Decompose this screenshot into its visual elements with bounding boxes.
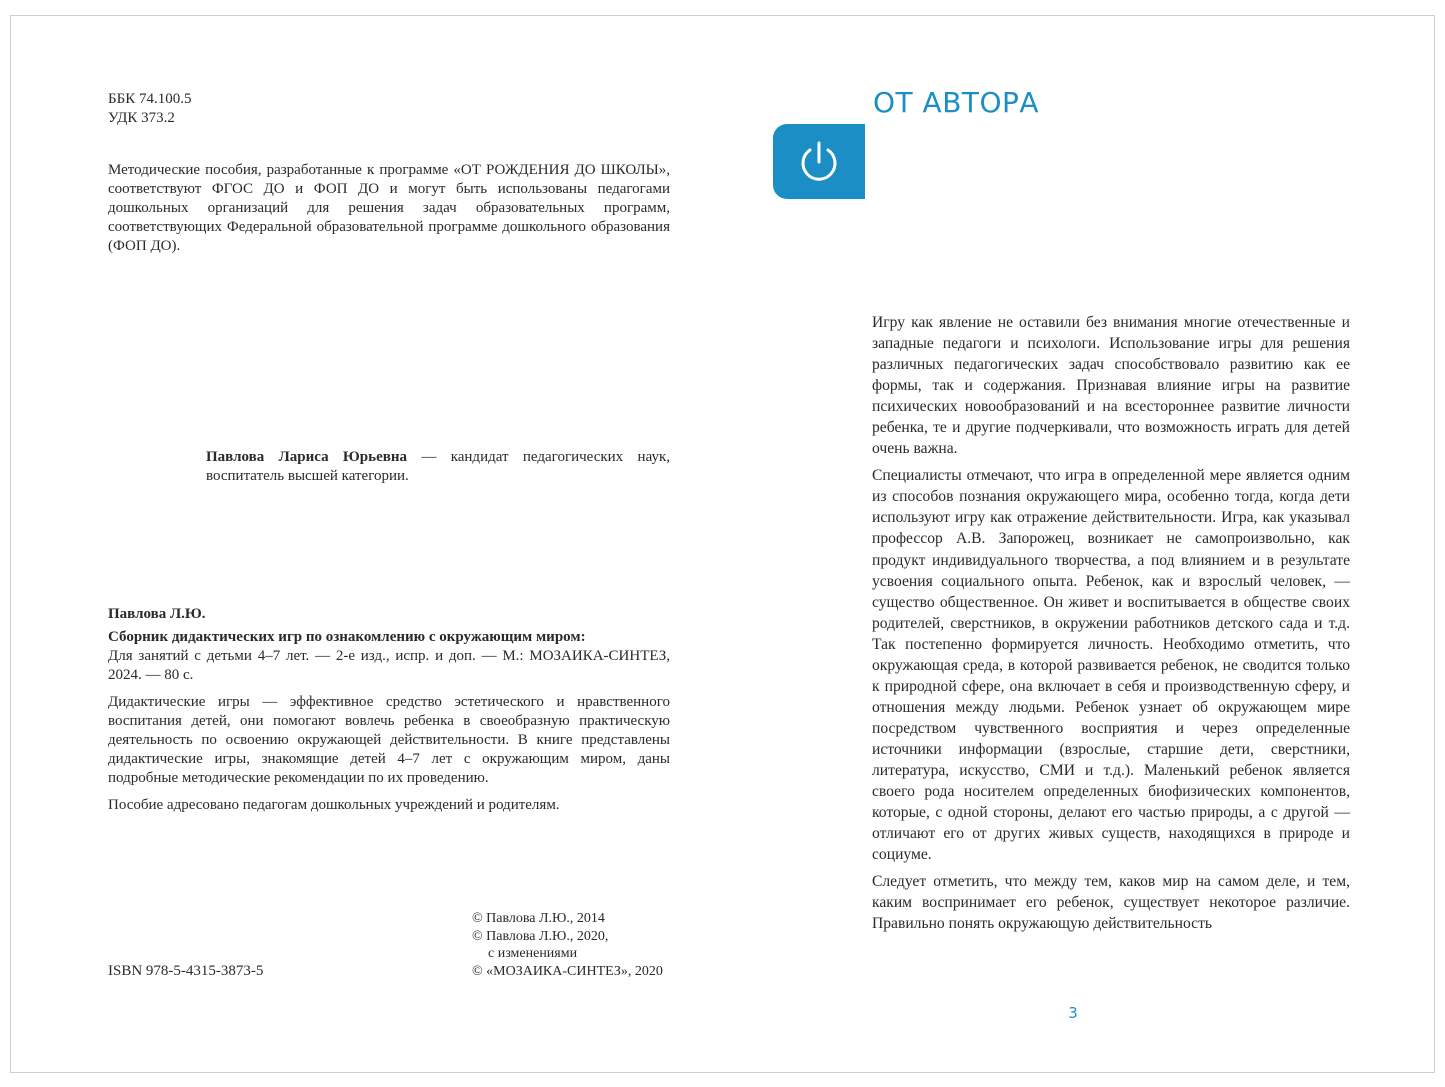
author-description: — кандидат педагогических наук, воспитатель высшей категории. [206, 449, 670, 484]
catalog-author: Павлова Л.Ю. [108, 606, 206, 622]
classification-codes [108, 90, 408, 128]
page-number: 3 [1068, 1004, 1078, 1022]
copyright-line: © Павлова Л.Ю., 2020, [472, 928, 609, 944]
copyright-line: © Павлова Л.Ю., 2014 [472, 911, 605, 926]
body-text [872, 312, 1350, 940]
book-spread [10, 15, 1435, 1073]
section-badge [773, 124, 865, 199]
copyright-block [472, 910, 692, 980]
catalog-title: Сборник дидактических игр по ознакомлению с окружающим миром: [108, 629, 586, 645]
bbk-code: ББК 74.100.5 [108, 91, 192, 107]
author-full-name: Павлова Лариса Юрьевна [206, 449, 407, 465]
udk-code: УДК 373.2 [108, 110, 175, 126]
catalog-details: Для занятий с детьми 4–7 лет. — 2-е изд., испр. и доп. — М.: МОЗАИКА-СИНТЕЗ, 2024. — 80 с. [108, 648, 670, 683]
left-page [11, 16, 723, 1072]
paragraph: Следует отметить, что между тем, каков мир на самом деле, и тем, каким воспринимает его ребенок, существует некоторое различие. Правильно понять окружающую действительность [872, 873, 1350, 933]
author-note [206, 448, 670, 486]
power-icon [795, 138, 843, 186]
program-annotation: Методические пособия, разработанные к программе «ОТ РОЖДЕНИЯ ДО ШКОЛЫ», соответствуют ФГОС ДО и ФОП ДО и могут быть использованы педагогами дошкольных организаций для решения задач образовательных программ, соответствующих Федеральной образовательной программе дошкольного образования (ФОП ДО). [108, 162, 670, 254]
paragraph: Специалисты отмечают, что игра в определенной мере является одним из способов познания окружающего мира, особенно тогда, когда дети используют игру как отражение действительности. Игра, как указывал профессор А.В. Запорожец, возникает не самопроизвольно, как продукт индивидуального творчества, а под влиянием и в результате усвоения социального опыта. Ребенок, как и взрослый человек, — существо общественное. Он живет и воспитывается в обществе своих родителей, сверстников, в окружении работников детского сада и т.д. Так постепенно формируется личность. Необходимо отметить, что окружающая среда, в которой развивается ребенок, не сводится только к природной сфере, она включает в себя и производственную сферу, и отношения между людьми. Ребенок узнает об окружающем мире посредством чувственного восприятия и через определенные источники информации (взрослые, старшие дети, сверстники, литература, искусство, СМИ и т.д.). Маленький ребенок является своего рода носителем определенных биофизических компонентов, которые, с одной стороны, делают его частью природы, а с другой — отличают его от других живых существ, находящихся в природе и социуме. [872, 467, 1350, 864]
catalog-audience: Пособие адресовано педагогам дошкольных учреждений и родителям. [108, 797, 560, 813]
copyright-line: © «МОЗАИКА-СИНТЕЗ», 2020 [472, 963, 663, 979]
copyright-line: с изменениями [488, 946, 578, 961]
isbn: ISBN 978-5-4315-3873-5 [108, 963, 264, 979]
right-page [723, 16, 1436, 1072]
section-heading: ОТ АВТОРА [873, 86, 1040, 119]
catalog-record [108, 605, 670, 815]
catalog-description: Дидактические игры — эффективное средство эстетического и нравственного воспитания детей, они помогают вовлечь ребенка в своеобразную практическую деятельность по освоению окружающей действительности. В книге представлены дидактические игры, знакомящие детей 4–7 лет с окружающим миром, даны подробные методические рекомендации по их проведению. [108, 694, 670, 786]
paragraph: Игру как явление не оставили без внимания многие отечественные и западные педагоги и психологи. Использование игры для решения различных педагогических задач способствовало развитию как ее формы, так и содержания. Признавая влияние игры на развитие психических новообразований и на всестороннее развитие личности ребенка, те и другие подчеркивали, что возможность играть для детей очень важна. [872, 314, 1350, 458]
